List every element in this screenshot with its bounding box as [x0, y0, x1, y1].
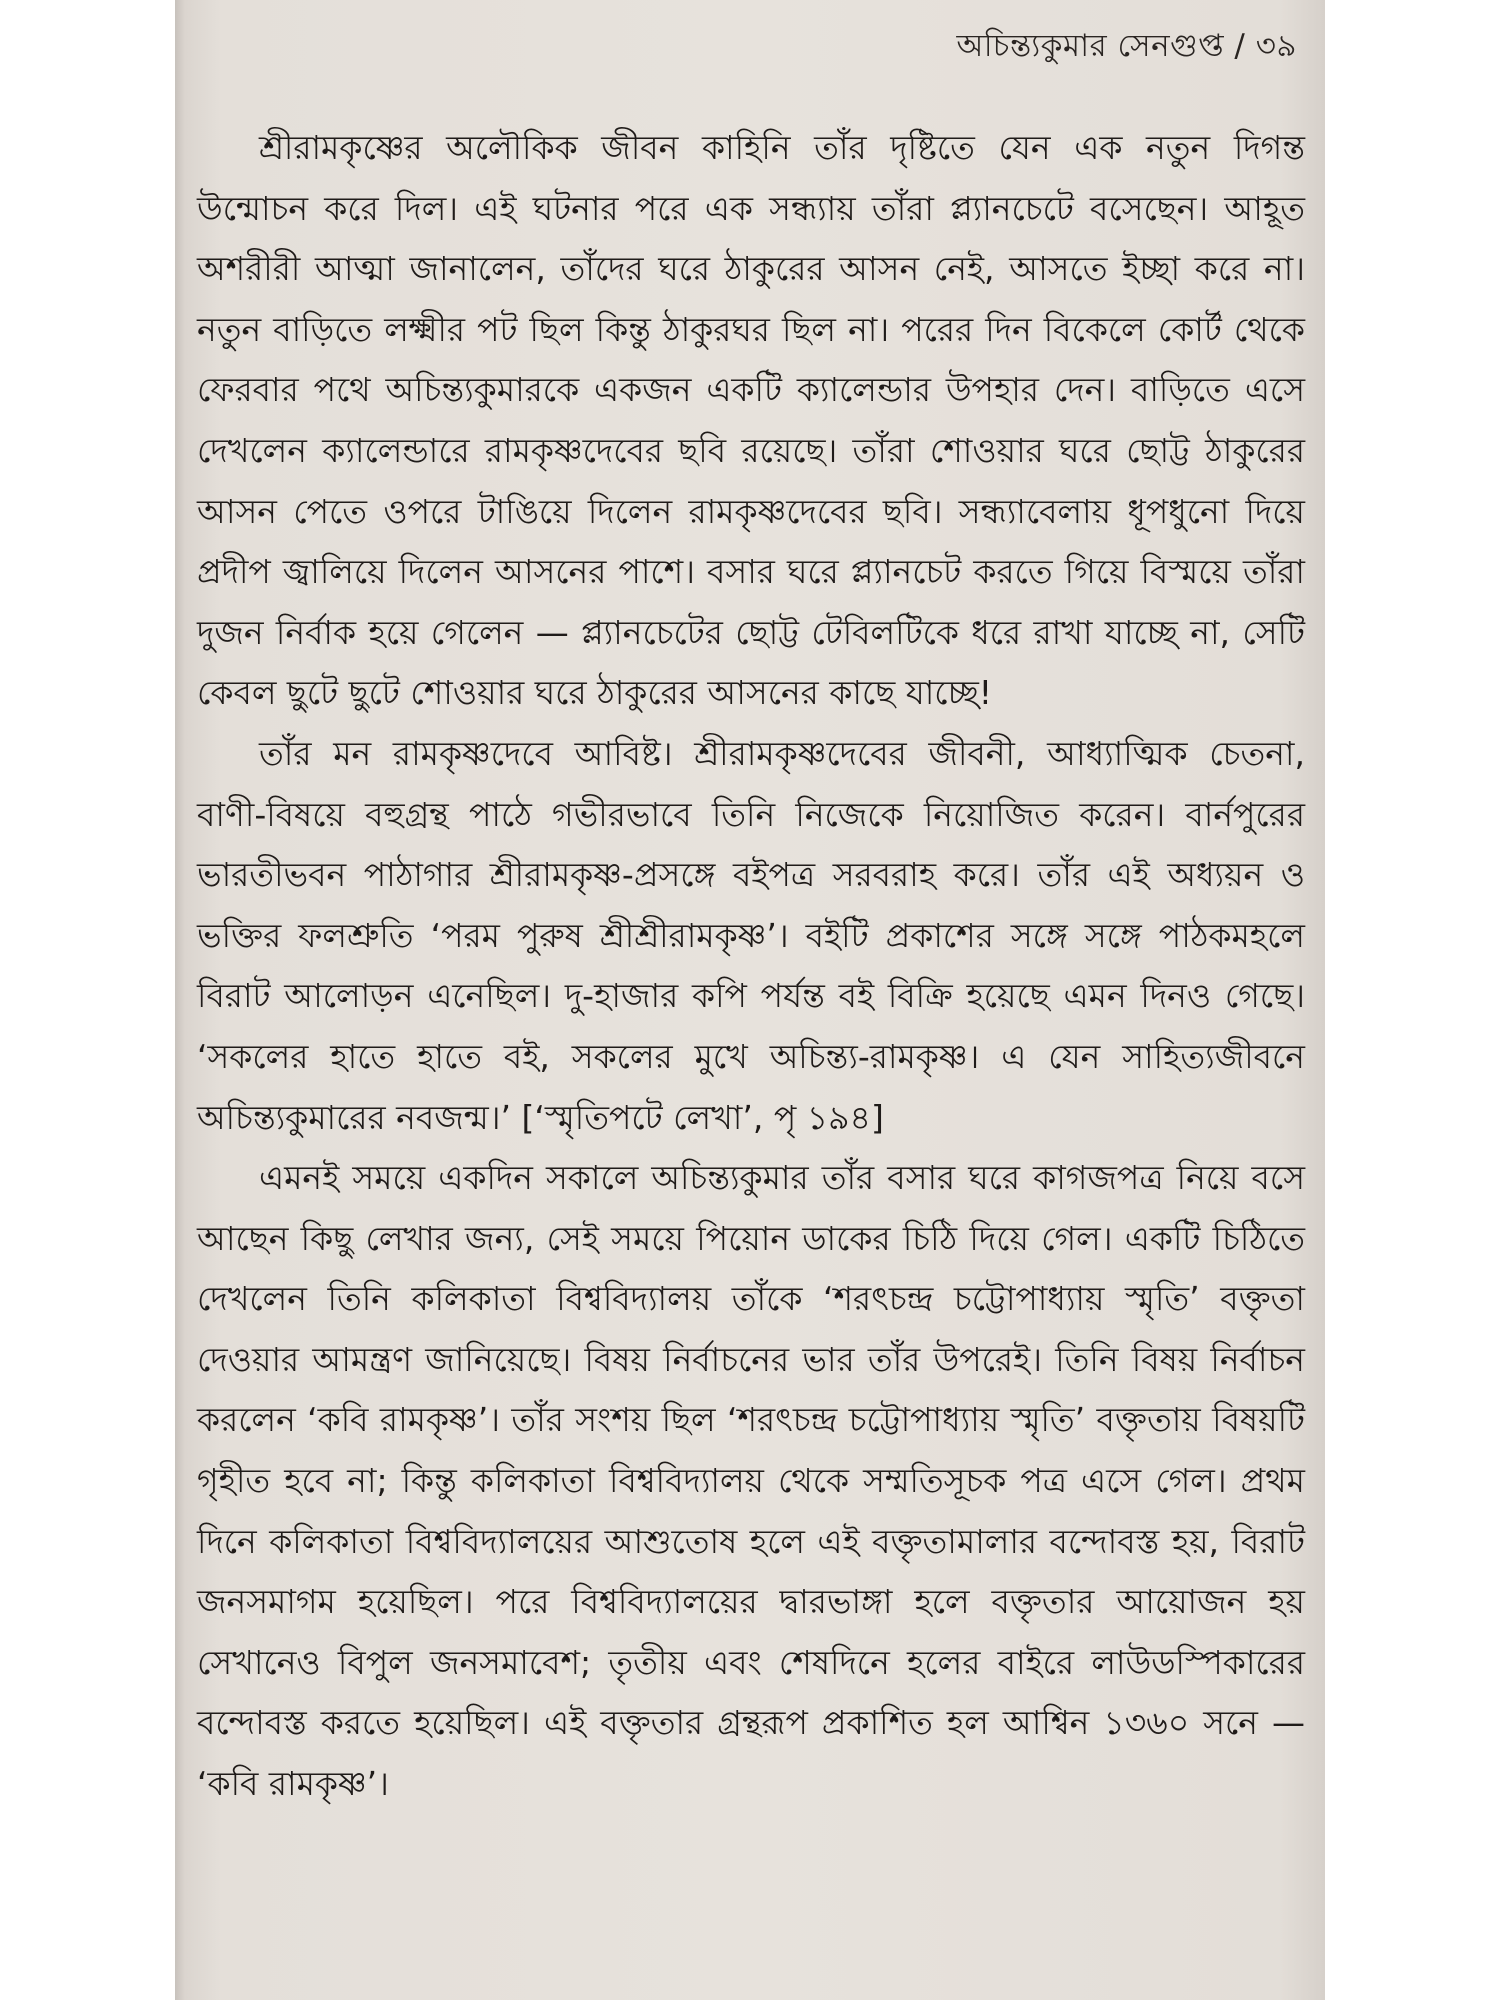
page-left-shadow: [175, 0, 185, 2000]
scanned-book-page: [175, 0, 1325, 2000]
paragraph-3: এমনই সময়ে একদিন সকালে অচিন্ত্যকুমার তাঁর বসার ঘরে কাগজপত্র নিয়ে বসে আছেন কিছু লেখার জন্য, সেই সময়ে পিয়োন ডাকের চিঠি দিয়ে গেল। একটি চিঠিতে দেখলেন তিনি কলিকাতা বিশ্ববিদ্যালয় তাঁকে ‘শরৎচন্দ্র চট্টোপাধ্যায় স্মৃতি’ বক্তৃতা দেওয়ার আমন্ত্রণ জানিয়েছে। বিষয় নির্বাচনের ভার তাঁর উপরেই। তিনি বিষয় নির্বাচন করলেন ‘কবি রামকৃষ্ণ’। তাঁর সংশয় ছিল ‘শরৎচন্দ্র চট্টোপাধ্যায় স্মৃতি’ বক্তৃতায় বিষয়টি গৃহীত হবে না; কিন্তু কলিকাতা বিশ্ববিদ্যালয় থেকে সম্মতিসূচক পত্র এসে গেল। প্রথম দিনে কলিকাতা বিশ্ববিদ্যালয়ের আশুতোষ হলে এই বক্তৃতামালার বন্দোবস্ত হয়, বিরাট জনসমাগম হয়েছিল। পরে বিশ্ববিদ্যালয়ের দ্বারভাঙ্গা হলে বক্তৃতার আয়োজন হয় সেখানেও বিপুল জনসমাবেশ; তৃতীয় এবং শেষদিনে হলের বাইরে লাউডস্পিকারের বন্দোবস্ত করতে হয়েছিল। এই বক্তৃতার গ্রন্থরূপ প্রকাশিত হল আশ্বিন ১৩৬০ সনে — ‘কবি রামকৃষ্ণ’।: [197, 1158, 1305, 1804]
paragraph-1: শ্রীরামকৃষ্ণের অলৌকিক জীবন কাহিনি তাঁর দৃষ্টিতে যেন এক নতুন দিগন্ত উন্মোচন করে দিল। এই ঘটনার পরে এক সন্ধ্যায় তাঁরা প্ল্যানচেটে বসেছেন। আহূত অশরীরী আত্মা জানালেন, তাঁদের ঘরে ঠাকুরের আসন নেই, আসতে ইচ্ছা করে না। নতুন বাড়িতে লক্ষ্মীর পট ছিল কিন্তু ঠাকুরঘর ছিল না। পরের দিন বিকেলে কোর্ট থেকে ফেরবার পথে অচিন্ত্যকুমারকে একজন একটি ক্যালেন্ডার উপহার দেন। বাড়িতে এসে দেখলেন ক্যালেন্ডারে রামকৃষ্ণদেবের ছবি রয়েছে। তাঁরা শোওয়ার ঘরে ছোট্ট ঠাকুরের আসন পেতে ওপরে টাঙিয়ে দিলেন রামকৃষ্ণদেবের ছবি। সন্ধ্যাবেলায় ধূপধুনো দিয়ে প্রদীপ জ্বালিয়ে দিলেন আসনের পাশে। বসার ঘরে প্ল্যানচেট করতে গিয়ে বিস্ময়ে তাঁরা দুজন নির্বাক হয়ে গেলেন — প্ল্যানচেটের ছোট্ট টেবিলটিকে ধরে রাখা যাচ্ছে না, সেটি কেবল ছুটে ছুটে শোওয়ার ঘরে ঠাকুরের আসনের কাছে যাচ্ছে!: [197, 128, 1305, 713]
running-head: অচিন্ত্যকুমার সেনগুপ্ত / ৩৯: [956, 28, 1297, 64]
body-text: [197, 118, 1305, 1815]
paragraph-2: তাঁর মন রামকৃষ্ণদেবে আবিষ্ট। শ্রীরামকৃষ্ণদেবের জীবনী, আধ্যাত্মিক চেতনা, বাণী-বিষয়ে বহুগ্রন্থ পাঠে গভীরভাবে তিনি নিজেকে নিয়োজিত করেন। বার্নপুরের ভারতীভবন পাঠাগার শ্রীরামকৃষ্ণ-প্রসঙ্গে বইপত্র সরবরাহ করে। তাঁর এই অধ্যয়ন ও ভক্তির ফলশ্রুতি ‘পরম পুরুষ শ্রীশ্রীরামকৃষ্ণ’। বইটি প্রকাশের সঙ্গে সঙ্গে পাঠকমহলে বিরাট আলোড়ন এনেছিল। দু-হাজার কপি পর্যন্ত বই বিক্রি হয়েছে এমন দিনও গেছে। ‘সকলের হাতে হাতে বই, সকলের মুখে অচিন্ত্য-রামকৃষ্ণ। এ যেন সাহিত্যজীবনে অচিন্ত্যকুমারের নবজন্ম।’ [‘স্মৃতিপটে লেখা’, পৃ ১৯৪]: [197, 733, 1305, 1137]
